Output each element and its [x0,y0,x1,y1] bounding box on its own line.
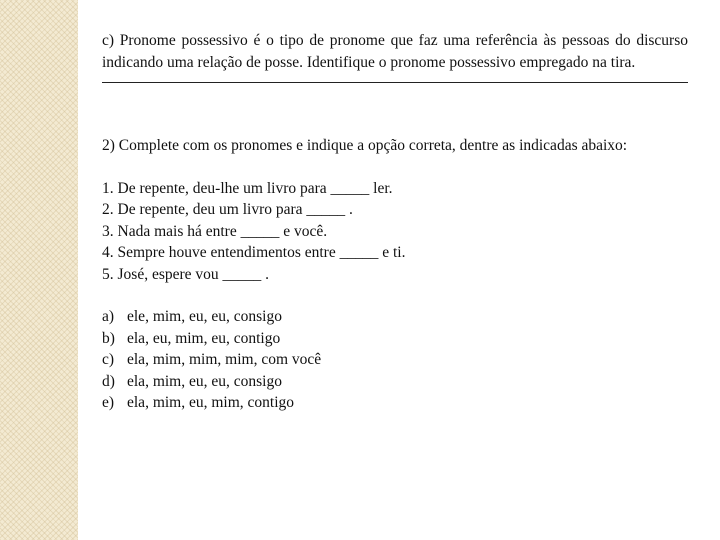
option-text: ela, mim, eu, eu, consigo [127,372,282,390]
sentence-item: 5. José, espere vou _____ . [102,265,270,283]
sentence-item: 2. De repente, deu um livro para _____ . [102,201,353,218]
sentence-list [102,178,688,286]
option-d [102,371,688,393]
sentence-item: 4. Sempre houve entendimentos entre _____ e ti. [102,244,406,261]
option-letter: d) [102,372,115,390]
option-e [102,392,688,414]
option-letter: b) [102,329,115,347]
decorative-side-strip [0,0,78,540]
worksheet-content [102,30,688,414]
option-text: ele, mim, eu, eu, consigo [127,308,282,325]
question-2-text: ) Complete com os pronomes e indique a opção correta, dentre as indicadas abaixo: [109,137,628,154]
option-c [102,349,688,371]
answer-line [102,82,688,83]
option-text: ela, mim, mim, mim, com você [127,351,322,368]
question-c-text: c) Pronome possessivo é o tipo de pronome que faz uma referência às pessoas do discurso indicando uma relação de posse. Identifique o pronome possessivo empregado na tira. [102,32,688,71]
option-letter: a) [102,308,115,325]
sentence-item: 3. Nada mais há entre _____ e você. [102,222,328,240]
option-text: ela, mim, eu, mim, contigo [127,394,295,411]
question-2 [102,135,688,157]
option-list [102,306,688,414]
option-a [102,306,688,328]
option-text: ela, eu, mim, eu, contigo [127,329,281,347]
option-letter: e) [102,394,115,411]
sentence-item: 1. De repente, deu-lhe um livro para _____ ler. [102,179,393,197]
option-letter: c) [102,351,115,368]
question-2-number: 2 [102,137,110,154]
option-b [102,328,688,350]
